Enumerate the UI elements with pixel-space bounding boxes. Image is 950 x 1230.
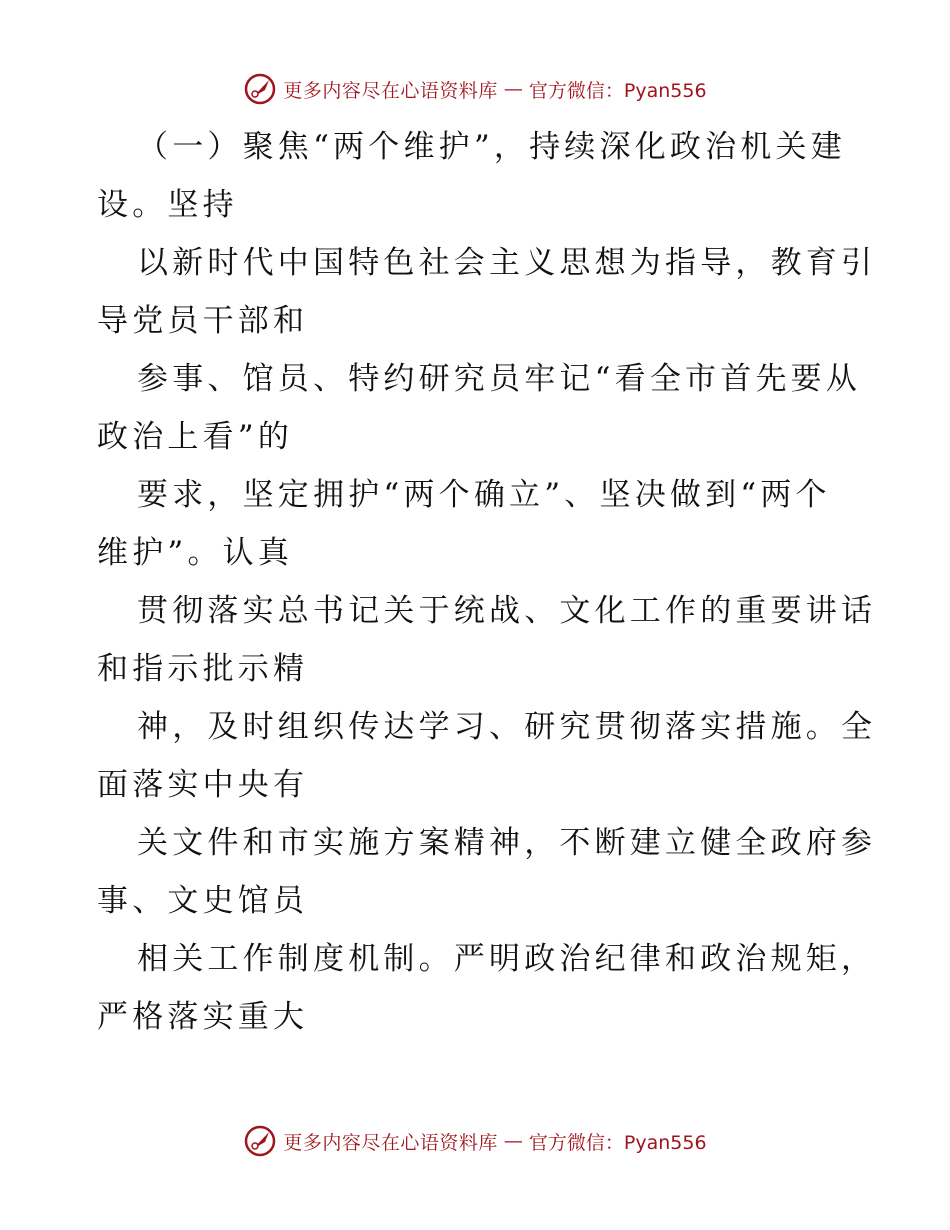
- body-line: 事、文史馆员: [97, 883, 309, 919]
- body-line: 以新时代中国特色社会主义思想为指导，教育引: [137, 245, 877, 281]
- body-line: 政治上看”的: [97, 419, 294, 455]
- footer-banner-separator: —: [503, 1130, 523, 1152]
- body-line: 相关工作制度机制。严明政治纪律和政治规矩，: [137, 941, 877, 977]
- header-contact: 官方微信：Pyan556: [528, 79, 707, 102]
- body-line: 导党员干部和: [97, 303, 309, 339]
- body-line: 严格落实重大: [97, 999, 309, 1035]
- body-line: 参事、馆员、特约研究员牢记“看全市首先要从: [137, 361, 862, 397]
- body-line: 贯彻落实总书记关于统战、文化工作的重要讲话: [137, 593, 877, 629]
- footer-banner: [0, 1124, 950, 1158]
- body-line: 设。坚持: [97, 187, 238, 223]
- header-banner-separator: —: [503, 78, 523, 100]
- quill-logo-icon: [243, 72, 277, 106]
- document-body: [97, 118, 877, 1046]
- quill-logo-icon: [243, 1124, 277, 1158]
- body-line: 维护”。认真: [97, 535, 294, 571]
- header-banner: [0, 72, 950, 106]
- footer-banner-text: 更多内容尽在心语资料库: [283, 1131, 498, 1154]
- body-line: 要求，坚定拥护“两个确立”、坚决做到“两个: [137, 477, 831, 513]
- header-banner-text: 更多内容尽在心语资料库: [283, 79, 498, 102]
- body-line: 关文件和市实施方案精神，不断建立健全政府参: [137, 825, 877, 861]
- footer-contact: 官方微信：Pyan556: [528, 1131, 707, 1154]
- body-line: 神，及时组织传达学习、研究贯彻落实措施。全: [137, 709, 877, 745]
- body-line: （一）聚焦“两个维护”，持续深化政治机关建: [137, 129, 846, 165]
- body-line: 和指示批示精: [97, 651, 309, 687]
- body-line: 面落实中央有: [97, 767, 309, 803]
